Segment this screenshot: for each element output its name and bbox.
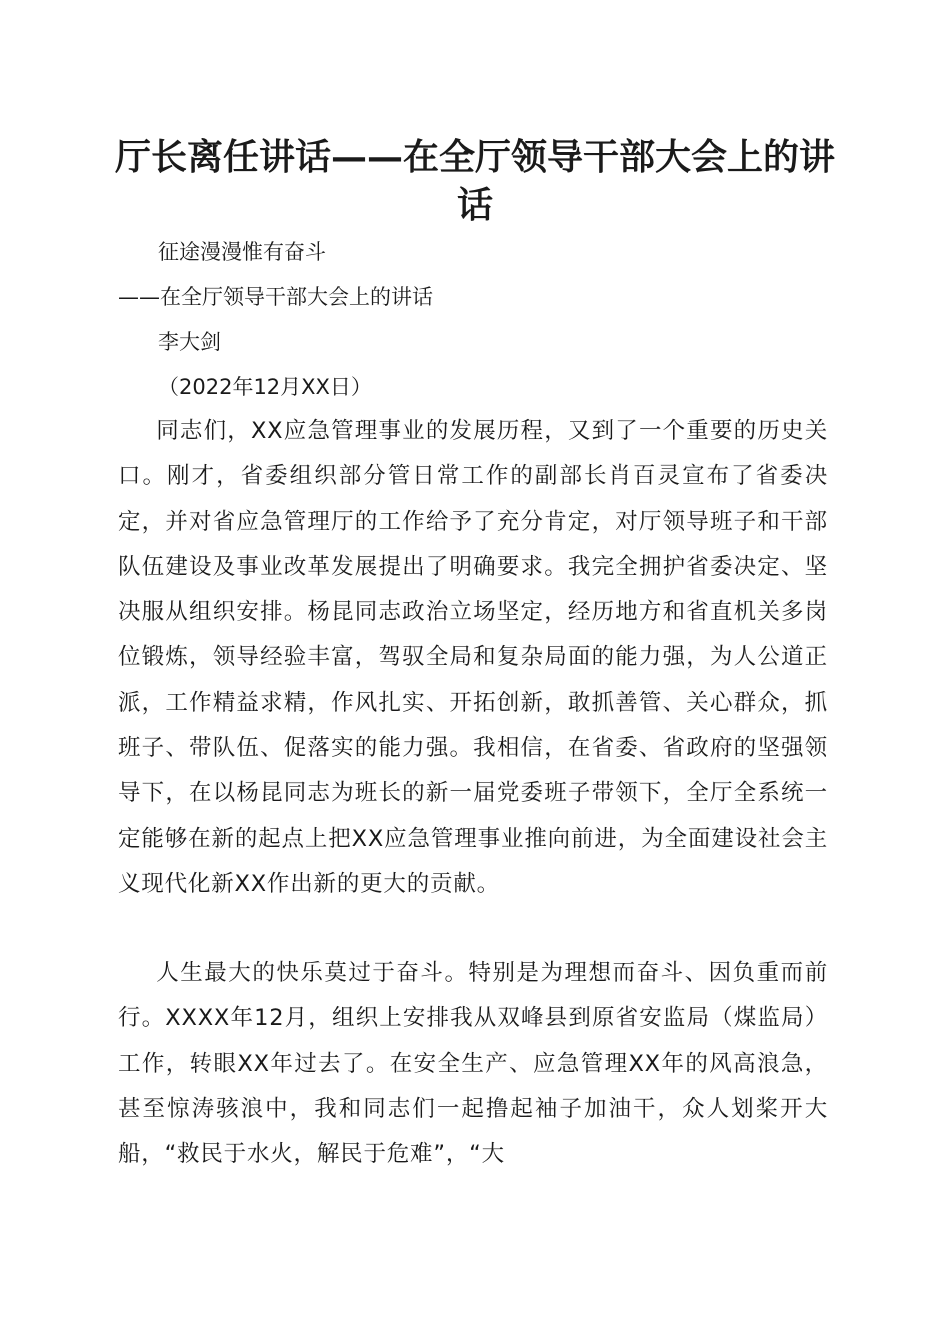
speech-subtitle: ——在全厅领导干部大会上的讲话	[118, 285, 433, 309]
body-paragraph: 同志们，XX应急管理事业的发展历程，又到了一个重要的历史关口。刚才，省委组织部分管日常工作的副部长肖百灵宣布了省委决定，并对省应急管理厅的工作给予了充分肯定，对厅领导班子和干部队伍建设及事业改革发展提出了明确要求。我完全拥护省委决定、坚决服从组织安排。杨昆同志政治立场坚定，经历地方和省直机关多岗位锻炼，领导经验丰富，驾驭全局和复杂局面的能力强，为人公道正派，工作精益求精，作风扎实、开拓创新，敢抓善管、关心群众，抓班子、带队伍、促落实的能力强。我相信，在省委、省政府的坚强领导下，在以杨昆同志为班长的新一届党委班子带领下，全厅全系统一定能够在新的起点上把XX应急管理事业推向前进，为全面建设社会主义现代化新XX作出新的更大的贡献。	[118, 418, 828, 897]
speech-headline: 征途漫漫惟有奋斗	[158, 240, 326, 264]
document-title: 厅长离任讲话——在全厅领导干部大会上的讲话	[114, 136, 835, 226]
speech-date: （2022年12月XX日）	[158, 375, 372, 399]
speech-author: 李大剑	[158, 330, 221, 354]
body-paragraph: 人生最大的快乐莫过于奋斗。特别是为理想而奋斗、因负重而前行。XXXX年12月，组织上安排我从双峰县到原省安监局（煤监局）工作，转眼XX年过去了。在安全生产、应急管理XX年的风高浪急，甚至惊涛骇浪中，我和同志们一起撸起袖子加油干，众人划桨开大船，“救民于水火，解民于危难”，“大	[118, 960, 828, 1168]
